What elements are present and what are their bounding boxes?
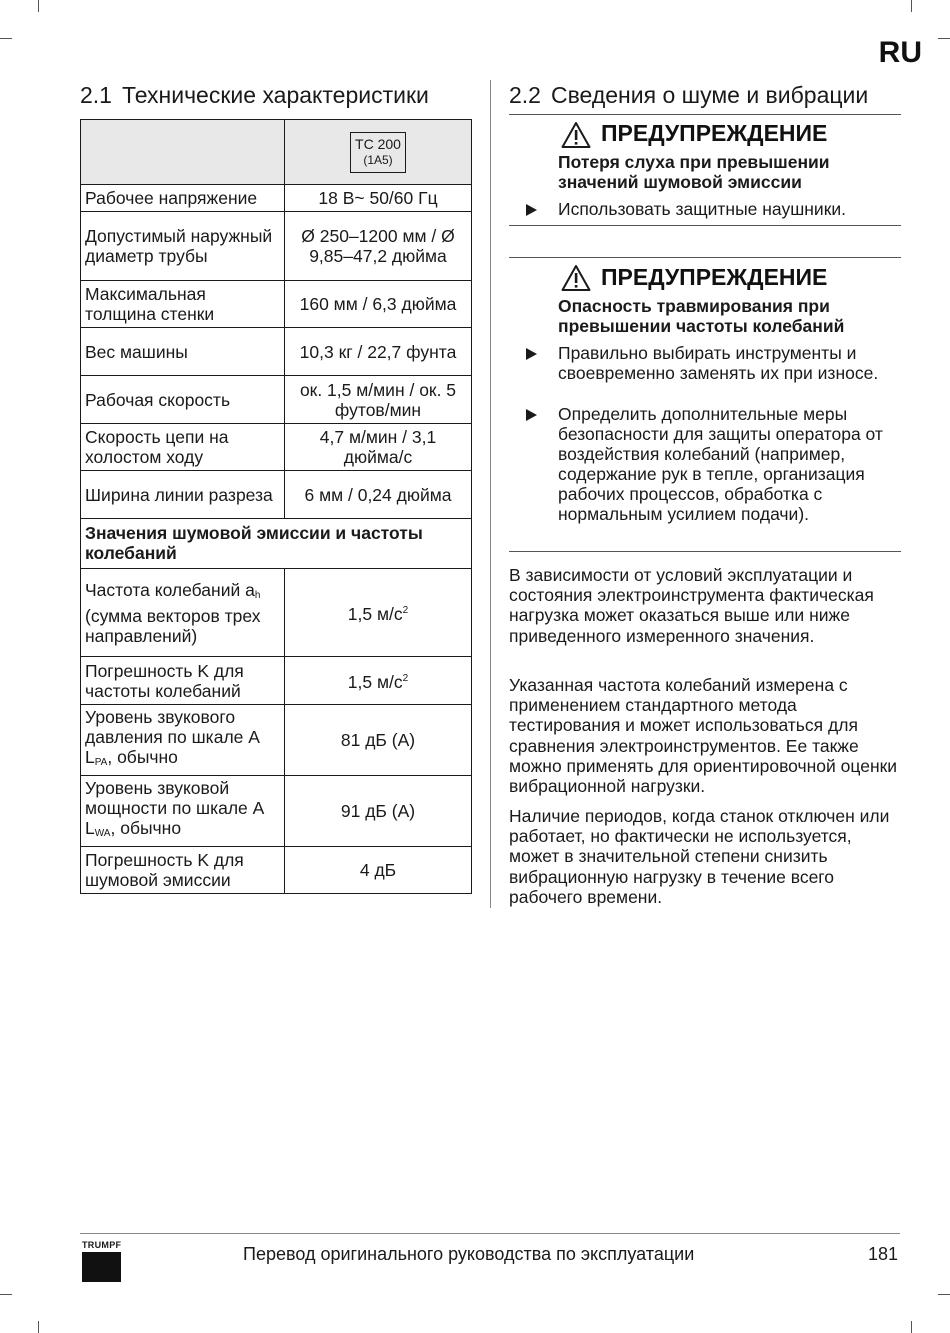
crop-mark: [938, 1294, 950, 1295]
table-row: [81, 328, 472, 376]
bullet-arrow-icon: [526, 348, 537, 360]
spec-table: [80, 119, 472, 894]
spec-value: 4,7 м/мин / 3,1 дюйма/с: [285, 424, 472, 471]
section-title: Технические характеристики: [121, 82, 429, 108]
warning-top-rule: [509, 257, 901, 258]
warning-bullet: [526, 199, 901, 219]
brand-logo-block: [82, 1252, 121, 1282]
table-section-row: [81, 519, 472, 569]
section-number: 2.2: [509, 82, 541, 108]
table-row: [81, 569, 472, 657]
section-number: 2.1: [80, 82, 112, 108]
section-heading-tech-specs: [80, 82, 429, 109]
bullet-text: Использовать защитные наушники.: [558, 199, 846, 219]
table-row: [81, 212, 472, 281]
spec-value: 1,5 $м/с^2$: [285, 569, 472, 657]
spec-value: 91 дБ (A): [285, 776, 472, 847]
table-row: [81, 281, 472, 328]
bullet-text: Определить дополнительные меры безопасности для защиты оператора от воздействия колебаний (например, содержание рук в тепле, организация рабочих процессов, обработка с нормальным усилием подачи).: [558, 404, 883, 524]
bullet-arrow-icon: [526, 409, 537, 421]
table-row: [81, 185, 472, 212]
emission-heading: Значения шумовой эмиссии и частоты колебаний: [81, 519, 472, 569]
body-paragraph: Наличие периодов, когда станок отключен или работает, но фактически не используется, может в значительной степени снизить вибрационную нагрузку в течение всего рабочего времени.: [509, 806, 890, 907]
crop-mark: [938, 38, 950, 39]
warning-triangle-icon: [561, 264, 591, 292]
section-title: Сведения о шуме и вибрации: [550, 82, 869, 108]
crop-mark: [911, 1321, 912, 1333]
column-divider: [490, 80, 491, 908]
table-header-row: [81, 120, 472, 185]
crop-mark: [0, 38, 12, 39]
table-row: [81, 776, 472, 847]
spec-value: 18 В~ 50/60 Гц: [285, 185, 472, 212]
bullet-text: Правильно выбирать инструменты и своевременно заменять их при износе.: [558, 343, 879, 383]
warning-top-rule: [509, 114, 901, 115]
spec-label: Ширина линии разреза: [81, 471, 285, 519]
spec-label: Частота колебаний $a_h$ (сумма векторов трех направлений): [81, 569, 285, 657]
header-empty-cell: [81, 120, 285, 185]
table-row: [81, 847, 472, 894]
table-row: [81, 657, 472, 705]
spec-label: Допустимый наружный диаметр трубы: [81, 212, 285, 281]
table-row: [81, 376, 472, 424]
spec-label: Рабочая скорость: [81, 376, 285, 424]
warning-subtitle: Опасность травмирования при превышении частоты колебаний: [558, 296, 845, 336]
spec-value: 4 дБ: [285, 847, 472, 894]
spec-value: 1,5 $м/с^2$: [285, 657, 472, 705]
crop-mark: [0, 1294, 12, 1295]
spec-label: Погрешность K для шумовой эмиссии: [81, 847, 285, 894]
crop-mark: [38, 0, 39, 12]
spec-label: Скорость цепи на холостом ходу: [81, 424, 285, 471]
body-paragraph: В зависимости от условий эксплуатации и состояния электроинструмента фактическая нагрузка может оказаться выше или ниже приведенного измеренного значения.: [509, 565, 874, 646]
spec-value: Ø 250–1200 мм / Ø 9,85–47,2 дюйма: [285, 212, 472, 281]
warning-bottom-rule: [509, 225, 901, 226]
warning-subtitle: Потеря слуха при превышении значений шумовой эмиссии: [558, 152, 830, 192]
table-row: [81, 424, 472, 471]
section-heading-noise-vibration: [509, 82, 868, 109]
crop-mark: [38, 1321, 39, 1333]
footer-rule: [80, 1233, 900, 1234]
page-number: 181: [867, 1244, 898, 1264]
spec-label: Максимальная толщина стенки: [81, 281, 285, 328]
spec-value: 6 мм / 0,24 дюйма: [285, 471, 472, 519]
model-name: TC 200: [355, 135, 401, 152]
warning-title: ПРЕДУПРЕЖДЕНИЕ: [601, 264, 828, 290]
spec-value: 160 мм / 6,3 дюйма: [285, 281, 472, 328]
footer-text: Перевод оригинального руководства по эксплуатации: [243, 1244, 695, 1264]
crop-mark: [911, 0, 912, 12]
spec-label: Рабочее напряжение: [81, 185, 285, 212]
bullet-arrow-icon: [526, 204, 537, 216]
warning-bottom-rule: [509, 551, 901, 552]
header-model-cell: [285, 120, 472, 185]
spec-label: Уровень звукового давления по шкале A $L_{PA}$, обычно: [81, 705, 285, 776]
model-badge: [350, 132, 406, 173]
spec-value: 81 дБ (A): [285, 705, 472, 776]
table-row: [81, 705, 472, 776]
spec-label: Погрешность K для частоты колебаний: [81, 657, 285, 705]
warning-bullet: [526, 343, 901, 383]
warning-title: ПРЕДУПРЕЖДЕНИЕ: [601, 120, 828, 146]
language-label: RU: [878, 36, 922, 69]
body-paragraph: Указанная частота колебаний измерена с применением стандартного метода тестирования и может использоваться для сравнения электроинструментов. Ее также можно применять для ориентировочной оценки вибрационной нагрузки.: [509, 675, 898, 797]
model-code: (1A5): [363, 152, 393, 167]
spec-value: 10,3 кг / 22,7 фунта: [285, 328, 472, 376]
spec-label: Вес машины: [81, 328, 285, 376]
spec-value: ок. 1,5 м/мин / ок. 5 футов/мин: [285, 376, 472, 424]
warning-bullet: [526, 404, 901, 524]
brand-logo-text: TRUMPF: [82, 1240, 122, 1250]
warning-triangle-icon: [561, 121, 591, 149]
table-row: [81, 471, 472, 519]
spec-label: Уровень звуковой мощности по шкале A $L_{WA}$, обычно: [81, 776, 285, 847]
